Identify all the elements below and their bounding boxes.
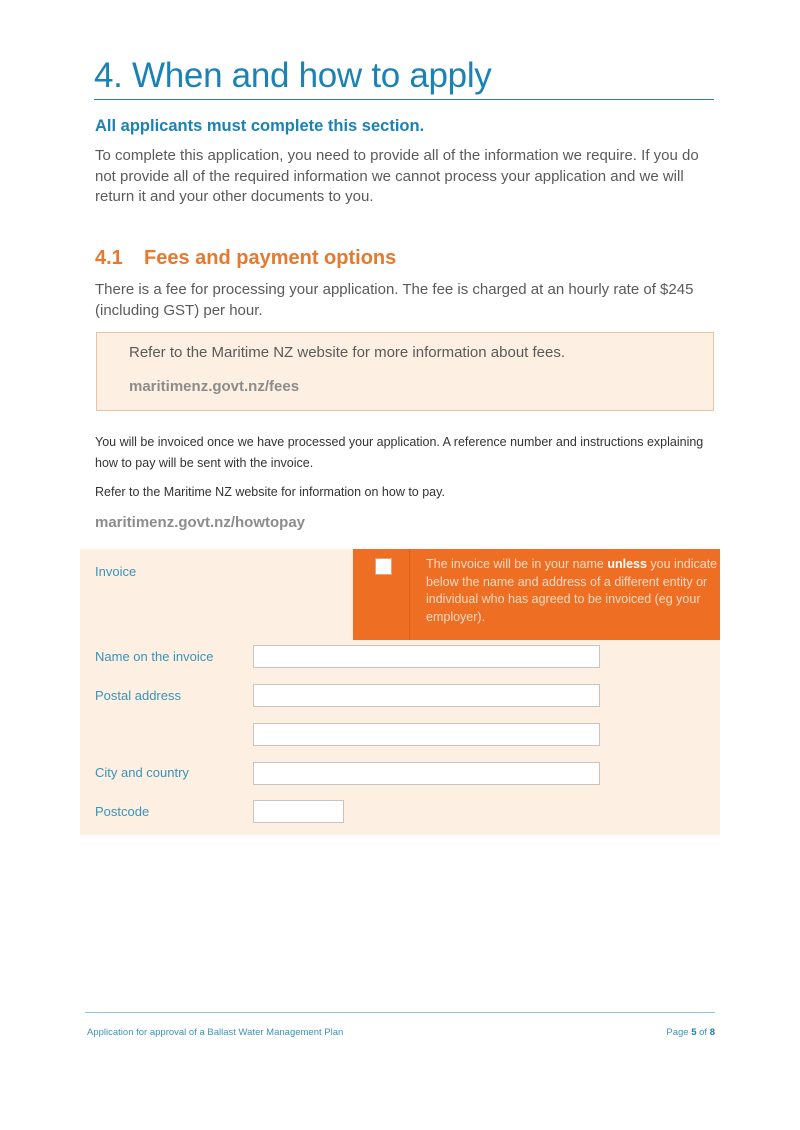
page-total: 8: [709, 1027, 715, 1038]
footer-divider: [85, 1012, 715, 1013]
invoice-notice: [353, 549, 720, 640]
fees-heading-number: 4.1: [95, 247, 123, 269]
section-note: All applicants must complete this section.: [95, 117, 425, 135]
invoice-form: [80, 549, 720, 835]
intro-paragraph: To complete this application, you need to provide all of the information we require. If you do not provide all of the required information we cannot process your application and we will return it and your other documents to you.: [95, 147, 699, 205]
howtopay-link[interactable]: maritimenz.govt.nz/howtopay: [95, 514, 306, 531]
invoice-notice-text: [426, 556, 721, 626]
notice-divider: [409, 549, 410, 640]
postcode-input[interactable]: [253, 800, 344, 823]
invoice-checkbox[interactable]: [375, 558, 392, 575]
postal-address-input-2[interactable]: [253, 723, 600, 746]
fees-callout: [96, 332, 714, 411]
page-current: 5: [691, 1027, 697, 1038]
city-country-label: City and country: [95, 765, 189, 780]
notice-prefix: The invoice will be in your name: [426, 557, 608, 571]
footer-doc-title: Application for approval of a Ballast Water Management Plan: [87, 1027, 344, 1038]
postal-address-label: Postal address: [95, 688, 181, 703]
page-number: [666, 1027, 715, 1038]
howtopay-paragraph: Refer to the Maritime NZ website for information on how to pay.: [95, 485, 445, 499]
fees-link[interactable]: maritimenz.govt.nz/fees: [129, 378, 300, 395]
notice-suffix: you indicate below the name and address of a different entity or individual who has agreed to be invoiced (eg your employer).: [426, 557, 718, 624]
invoice-paragraph: You will be invoiced once we have processed your application. A reference number and instructions explaining how to pay will be sent with the invoice.: [95, 435, 704, 470]
postal-address-input-1[interactable]: [253, 684, 600, 707]
fees-heading: [95, 247, 396, 270]
postcode-label: Postcode: [95, 804, 150, 819]
title-divider: [94, 99, 714, 100]
page-sep: of: [696, 1027, 710, 1038]
page-title: 4. When and how to apply: [94, 56, 492, 95]
notice-emphasis: unless: [607, 557, 647, 571]
callout-text: Refer to the Maritime NZ website for more information about fees.: [129, 344, 566, 361]
city-country-input[interactable]: [253, 762, 600, 785]
invoice-label: Invoice: [95, 564, 137, 579]
fee-paragraph: There is a fee for processing your application. The fee is charged at an hourly rate of $245 (including GST) per hour.: [95, 281, 694, 319]
name-on-invoice-input[interactable]: [253, 645, 600, 668]
page-prefix: Page: [666, 1027, 692, 1038]
name-on-invoice-label: Name on the invoice: [95, 649, 214, 664]
fees-heading-title: Fees and payment options: [144, 247, 397, 269]
